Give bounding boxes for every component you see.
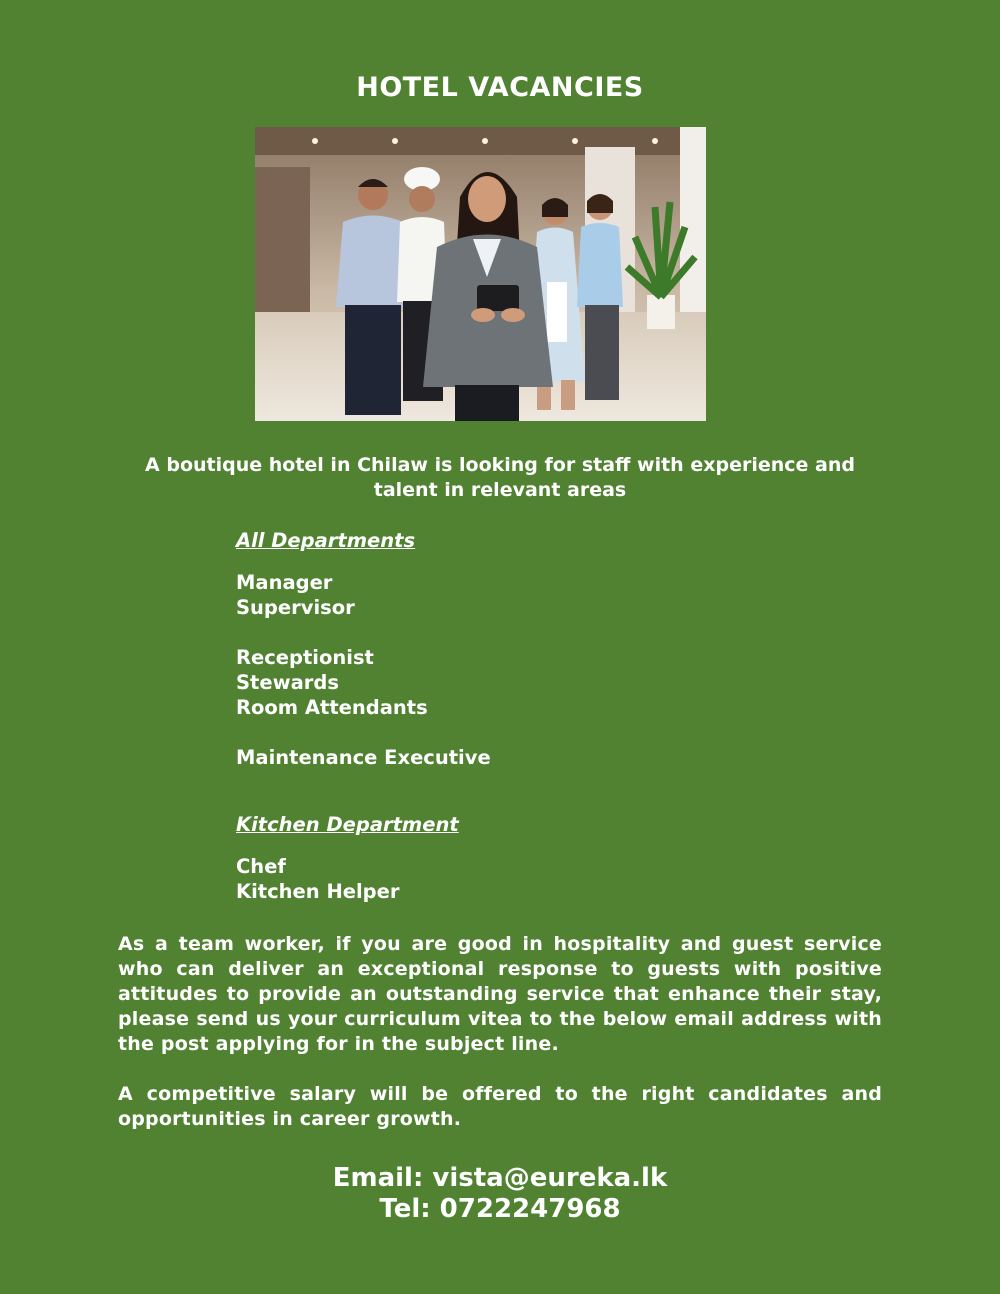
- role-item: Receptionist: [236, 646, 374, 669]
- role-item: Maintenance Executive: [236, 746, 491, 769]
- contact-tel[interactable]: Tel: 0722247968: [379, 1194, 621, 1224]
- intro-text: A boutique hotel in Chilaw is looking for staff with experience and talent in relevant areas: [145, 454, 855, 501]
- hotel-staff-photo: [255, 127, 706, 421]
- all-departments-section: [236, 528, 491, 770]
- all-departments-heading: All Departments: [236, 529, 416, 552]
- contact-block: [0, 1163, 1000, 1225]
- role-item: Room Attendants: [236, 696, 428, 719]
- role-item: Kitchen Helper: [236, 880, 400, 903]
- role-item: Supervisor: [236, 596, 355, 619]
- role-item: Stewards: [236, 671, 339, 694]
- application-paragraph: As a team worker, if you are good in hospitality and guest service who can deliver an exceptional response to guests with positive attitudes to provide an outstanding service that enhance their stay, please send us your curriculum vitea to the below email address with the post applying for in the subject line.: [118, 933, 882, 1055]
- kitchen-department-heading: Kitchen Department: [236, 813, 459, 836]
- salary-paragraph: A competitive salary will be offered to the right candidates and opportunities in career growth.: [118, 1083, 882, 1130]
- kitchen-department-section: [236, 812, 459, 904]
- role-item: Manager: [236, 571, 333, 594]
- page-title: HOTEL VACANCIES: [356, 72, 644, 103]
- contact-email[interactable]: Email: vista@eureka.lk: [332, 1163, 668, 1193]
- role-item: Chef: [236, 855, 286, 878]
